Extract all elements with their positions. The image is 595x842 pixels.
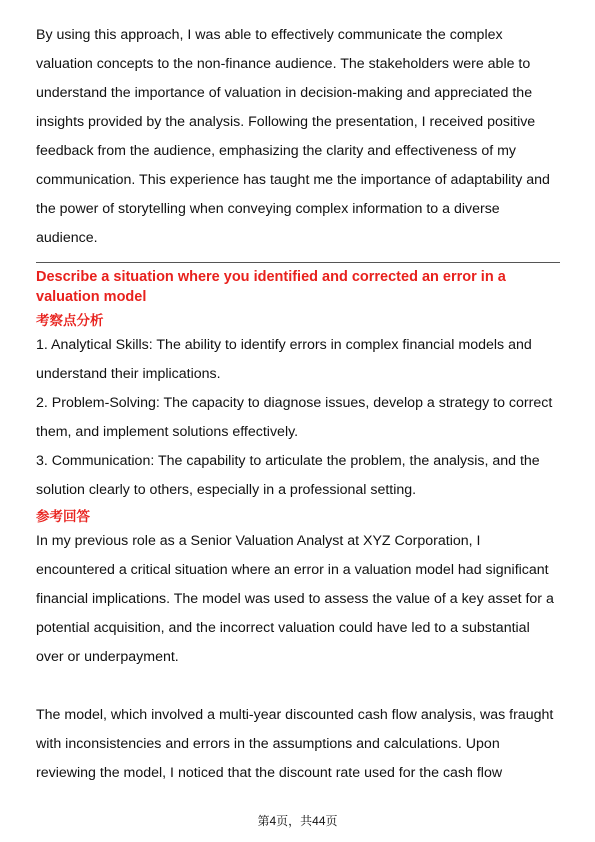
document-page <box>36 21 560 788</box>
page-number-footer: 第4页，共44页 <box>257 814 338 828</box>
section-divider <box>36 262 560 263</box>
analysis-point-2: 2. Problem-Solving: The capacity to diagnose issues, develop a strategy to correct them, and implement solutions effectively. <box>36 395 553 440</box>
analysis-point-3: 3. Communication: The capability to articulate the problem, the analysis, and the solution clearly to others, especially in a professional setting. <box>36 453 540 498</box>
intro-paragraph: By using this approach, I was able to effectively communicate the complex valuation concepts to the non-finance audience. The stakeholders were able to understand the importance of valuation in decision-making and appreciated the insights provided by the analysis. Following the presentation, I received positive feedback from the audience, emphasizing the clarity and effectiveness of my communication. This experience has taught me the importance of adaptability and the power of storytelling when conveying complex information to a diverse audience. <box>36 27 550 246</box>
analysis-point-1: 1. Analytical Skills: The ability to identify errors in complex financial models and understand their implications. <box>36 337 532 382</box>
answer-paragraph-1: In my previous role as a Senior Valuation Analyst at XYZ Corporation, I encountered a critical situation where an error in a valuation model had significant financial implications. The model was used to assess the value of a key asset for a potential acquisition, and the incorrect valuation could have led to a substantial over or underpayment. <box>36 533 554 665</box>
analysis-heading: 考察点分析 <box>36 313 104 328</box>
answer-heading: 参考回答 <box>36 509 90 524</box>
answer-paragraph-2: The model, which involved a multi-year discounted cash flow analysis, was fraught with inconsistencies and errors in the assumptions and calculations. Upon reviewing the model, I noticed that the discount rate used for the cash flow <box>36 707 554 781</box>
question-title: Describe a situation where you identified and corrected an error in a valuation model <box>36 269 506 305</box>
